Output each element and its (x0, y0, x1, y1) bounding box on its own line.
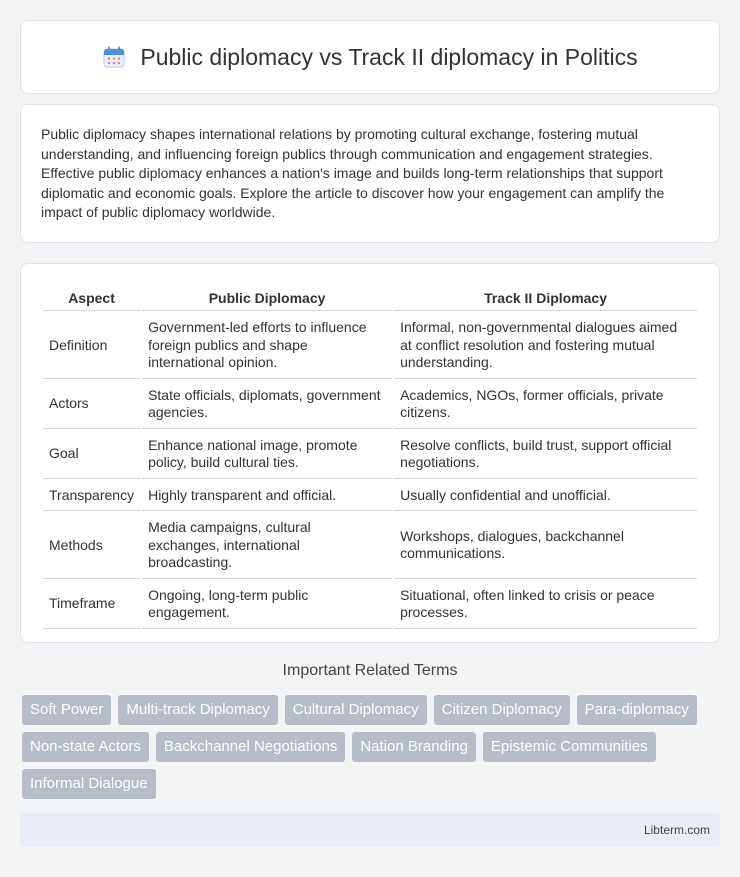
tag-nation-branding[interactable]: Nation Branding (352, 732, 476, 762)
tag-backchannel-negotiations[interactable]: Backchannel Negotiations (156, 732, 345, 762)
header-track-ii-diplomacy: Track II Diplomacy (394, 286, 697, 311)
tag-epistemic-communities[interactable]: Epistemic Communities (483, 732, 656, 762)
cell-aspect: Transparency (43, 481, 140, 512)
footer (20, 813, 720, 847)
cell-track-ii: Resolve conflicts, build trust, support official negotiations. (394, 431, 697, 479)
cell-track-ii: Usually confidential and unofficial. (394, 481, 697, 512)
cell-track-ii: Academics, NGOs, former officials, private citizens. (394, 381, 697, 429)
tag-multi-track-diplomacy[interactable]: Multi-track Diplomacy (118, 695, 277, 725)
cell-aspect: Goal (43, 431, 140, 479)
header-public-diplomacy: Public Diplomacy (142, 286, 392, 311)
cell-aspect: Timeframe (43, 581, 140, 629)
intro-paragraph: Public diplomacy shapes international relations by promoting cultural exchange, fostering mutual understanding, and influencing foreign publics through communication and engagement strategies. Effective public diplomacy enhances a nation's image and builds long-term relationships that support diplomatic and economic goals. Explore the article to discover how your engagement can amplify the impact of public diplomacy worldwide. (41, 126, 665, 221)
tag-para-diplomacy[interactable]: Para-diplomacy (577, 695, 697, 725)
tag-informal-dialogue[interactable]: Informal Dialogue (22, 769, 156, 799)
table-row (43, 431, 697, 479)
page-title: Public diplomacy vs Track II diplomacy in Politics (140, 43, 638, 70)
comparison-table-card (20, 263, 720, 643)
title-card (20, 20, 720, 94)
cell-public: State officials, diplomats, government agencies. (142, 381, 392, 429)
table-row (43, 481, 697, 512)
cell-public: Enhance national image, promote policy, build cultural ties. (142, 431, 392, 479)
footer-site-link[interactable]: Libterm.com (643, 823, 710, 837)
tag-non-state-actors[interactable]: Non-state Actors (22, 732, 149, 762)
cell-aspect: Definition (43, 313, 140, 379)
table-row (43, 313, 697, 379)
cell-public: Media campaigns, cultural exchanges, international broadcasting. (142, 513, 392, 579)
cell-aspect: Methods (43, 513, 140, 579)
calendar-icon (102, 45, 126, 69)
tag-cultural-diplomacy[interactable]: Cultural Diplomacy (285, 695, 427, 725)
intro-card (20, 104, 720, 243)
cell-track-ii: Situational, often linked to crisis or peace processes. (394, 581, 697, 629)
cell-track-ii: Workshops, dialogues, backchannel communications. (394, 513, 697, 579)
cell-track-ii: Informal, non-governmental dialogues aimed at conflict resolution and fostering mutual understanding. (394, 313, 697, 379)
related-terms-title: Important Related Terms (282, 662, 458, 679)
table-header-row (43, 286, 697, 311)
cell-public: Government-led efforts to influence foreign publics and shape international opinion. (142, 313, 392, 379)
tag-citizen-diplomacy[interactable]: Citizen Diplomacy (434, 695, 570, 725)
header-aspect: Aspect (43, 286, 140, 311)
cell-aspect: Actors (43, 381, 140, 429)
comparison-table (41, 284, 699, 631)
table-row (43, 581, 697, 629)
table-row (43, 513, 697, 579)
table-row (43, 381, 697, 429)
related-terms-list (22, 695, 722, 806)
cell-public: Highly transparent and official. (142, 481, 392, 512)
tag-soft-power[interactable]: Soft Power (22, 695, 111, 725)
cell-public: Ongoing, long-term public engagement. (142, 581, 392, 629)
